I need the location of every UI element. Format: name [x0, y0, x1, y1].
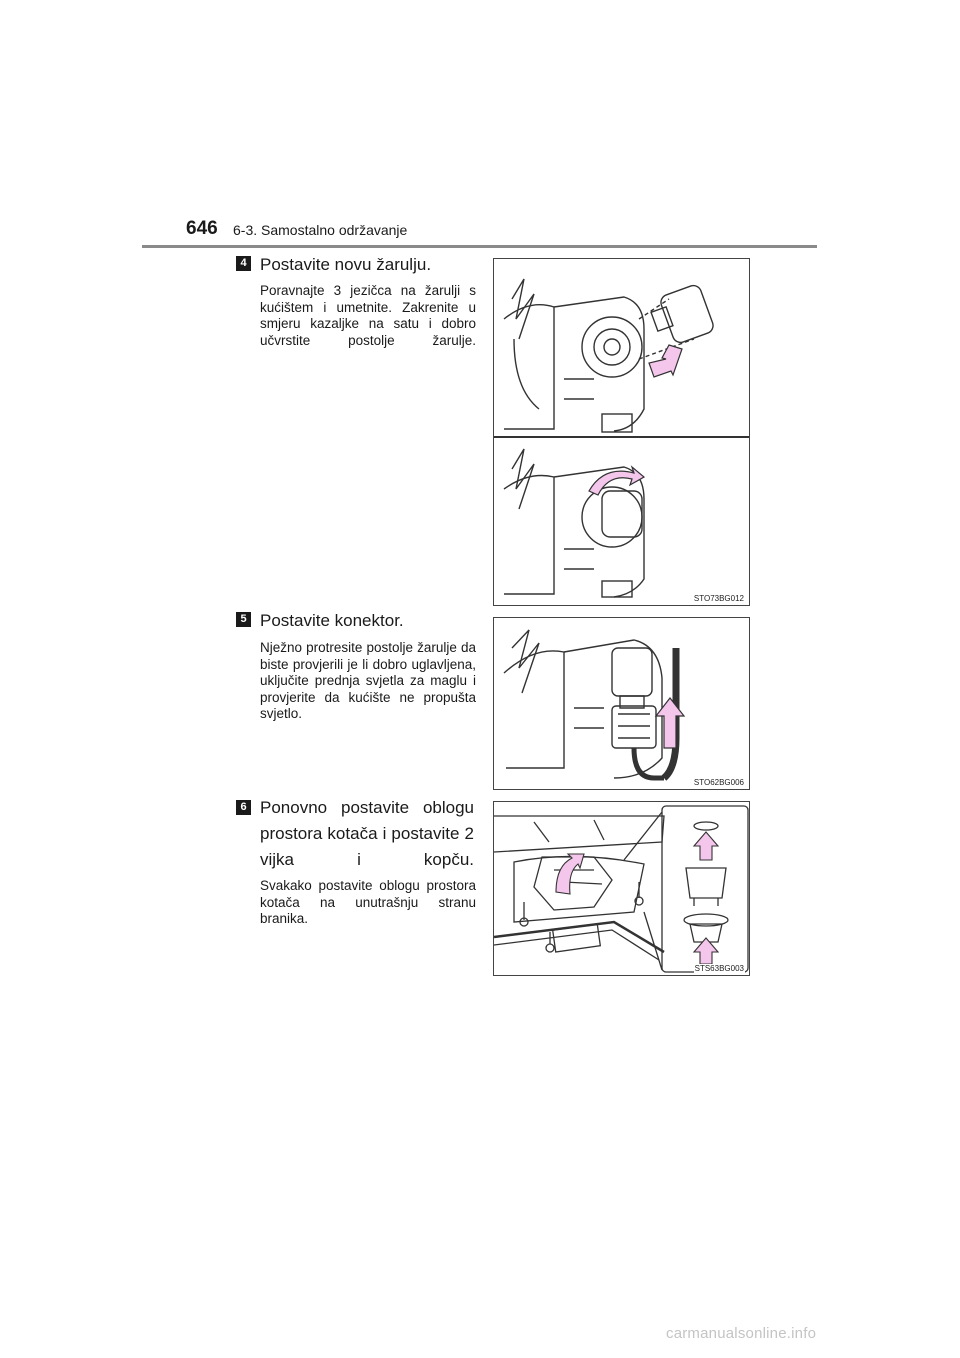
- step-4-badge: 4: [236, 256, 251, 271]
- step-6-illustration: [493, 801, 750, 976]
- step-4-title: Postavite novu žarulju.: [260, 255, 432, 274]
- step-4-body: Poravnajte 3 jezičca na žarulji s kućištem i umetnite. Zakrenite u smjeru kazaljke na satu i dobro učvrstite postolje žarulje.: [260, 283, 476, 348]
- step-6-title: Ponovno postavite oblogu prostora kotača i postavite 2 vijka i kopču.: [260, 798, 474, 869]
- step-5-illustration: [493, 617, 750, 790]
- wheel-liner-install-drawing: [494, 802, 750, 976]
- connector-install-drawing: [494, 618, 750, 790]
- step-6-badge: 6: [236, 800, 251, 815]
- section-title: 6-3. Samostalno održavanje: [233, 222, 408, 238]
- step-5-body: Nježno protresite postolje žarulje da biste provjerili je li dobro uglavljena, uključite prednja svjetla za maglu i provjerite da kućište ne propušta svjetlo.: [260, 640, 476, 722]
- step-4-figure-code: STO73BG012: [693, 594, 744, 603]
- step-5-figure-code: STO62BG006: [693, 778, 744, 787]
- header-divider: [142, 245, 817, 248]
- page-number: 646: [186, 218, 218, 239]
- step-6-figure-code: STS63BG003: [694, 964, 744, 973]
- step-4-illustration: [493, 258, 750, 606]
- step-6-body: Svakako postavite oblogu prostora kotača na unutrašnju stranu branika.: [260, 878, 476, 927]
- watermark: carmanualsonline.info: [666, 1325, 817, 1342]
- step-5-badge: 5: [236, 612, 251, 627]
- headlight-bulb-install-drawing: [494, 259, 750, 606]
- step-5-title: Postavite konektor.: [260, 611, 404, 630]
